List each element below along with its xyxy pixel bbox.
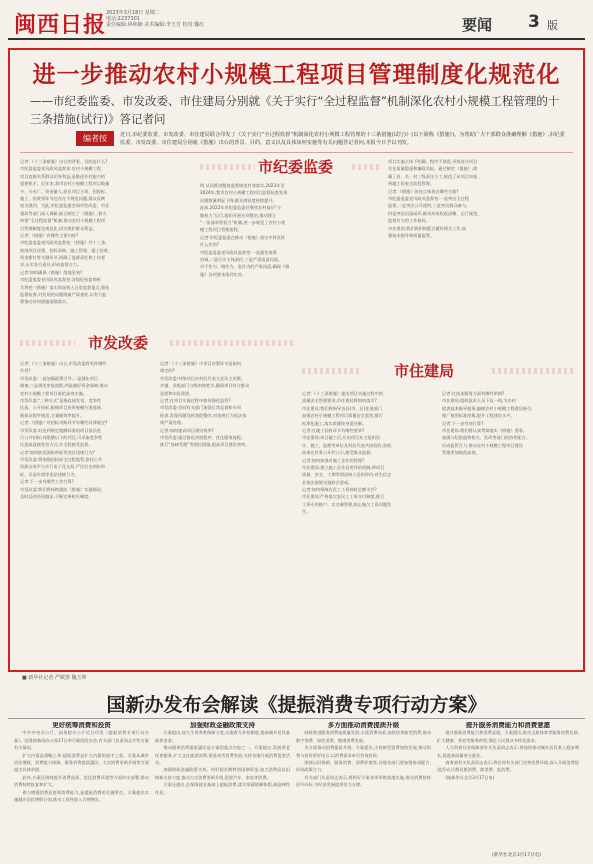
text-line: 提供技术指导服务,编制农村小规模工程建设指引, xyxy=(442,405,533,411)
paragraph: 中共中央办公厅、国务院办公厅近日印发《提振消费专项行动方案》。国务院新闻办公室17日举行新闻发布会,有关部门负责同志介绍方案有关情况。 xyxy=(14,730,149,751)
text-line: 市发改委:“三种方式”是指直接发包、竞争性 xyxy=(20,397,102,403)
subsection-title: 提升服务消费能力和消费意愿 xyxy=(465,722,551,729)
masthead-meta xyxy=(106,10,204,28)
text-line: 项目直接关系群众切身利益,是推进乡村振兴的 xyxy=(20,173,106,179)
text-line: 监督有力的工作格局。 xyxy=(388,218,430,224)
column-lines xyxy=(20,158,192,306)
text-line: 规严肃处理。 xyxy=(160,420,186,426)
text-line: 模工程项目管理流程。 xyxy=(200,227,242,233)
section-title-fagai: 市发改委 xyxy=(88,334,149,352)
column-lines xyxy=(388,158,573,239)
column-lines xyxy=(20,360,154,500)
text-line: 监督,二是突出公开透明,三是突出群众参与, xyxy=(388,203,468,209)
page-number: 3 xyxy=(528,12,540,32)
column-zhujian-top xyxy=(302,332,436,358)
text-line: 资源交易平台实行电子化交易,严厉打击围标串 xyxy=(20,464,106,470)
text-line: 作用? xyxy=(20,368,31,374)
paragraph: 提升服务消费能力和消费意愿。方案提出,推动文旅体育等服务消费发展,扩大健康、养老等服务供给,满足人民群众多样化需求。 xyxy=(437,730,579,743)
text-line: 市发改委:一是加强政策引导,二是强化项目 xyxy=(20,375,99,381)
bottom-col-4 xyxy=(437,722,579,850)
text-line: 业依法依规实施联合惩戒。 xyxy=(302,479,353,485)
column-lines xyxy=(155,729,290,796)
masthead-rule xyxy=(8,38,585,40)
text-line: 市发改委:我们将持续跟踪《措施》实施情况, xyxy=(20,486,103,492)
text-line: 形成监管合力,推动农村小规模工程项目建设 xyxy=(442,442,523,448)
text-line: 记者:在项目实施过程中如何强化监管? xyxy=(160,397,231,403)
text-line: 市发改委:村级项目由村民代表大会民主决策, xyxy=(160,375,243,381)
text-line: 建局等部门深入调研,联合制定了《措施》,着力 xyxy=(20,210,107,216)
text-line: 记者:如何提高项目建设效率? xyxy=(160,427,214,433)
text-line: 管理更加规范高效。 xyxy=(442,450,480,456)
text-line: 质量、安全、工期等情况纳入信用评价,对失信企 xyxy=(302,472,392,478)
text-line: 市住建局:组织技术人员下沉一线,为乡村 xyxy=(442,398,516,404)
page-suffix: 版 xyxy=(547,19,558,32)
bottom-col-1 xyxy=(14,722,149,850)
column-lines xyxy=(200,182,380,278)
text-line: 市发改委:将加强招投标全过程监管,依托公共 xyxy=(20,457,103,463)
paragraph: 人力资源社会保障部有关负责同志表示,将加快推动城乡居民收入稳步增长,促进高质量充分就业。 xyxy=(437,745,579,758)
subsection-title: 加强财政金融政策支持 xyxy=(190,722,255,729)
bottom-col-2 xyxy=(155,722,290,850)
text-line: 行公开招标;对限额以下的项目,可采取竞争性 xyxy=(20,434,103,440)
text-line: 记者:市纪委监委在推动《措施》落实中将发挥 xyxy=(200,234,286,240)
text-line: 比选、公开招标,根据项目投资规模分类选择, xyxy=(20,405,103,411)
paragraph: 有关部门负责同志表示,将抓好方案各项举措落地实施,推动消费持续回升向好,为经济发展提供有力支撑。 xyxy=(296,774,431,788)
text-line: 到竣工验收全流程管理。 xyxy=(388,181,435,187)
text-line: 记者:《十三条措施》出台,市发改委将发挥哪些 xyxy=(20,361,107,366)
text-line: 强技术指导和质量监管。 xyxy=(388,232,435,238)
paragraph: 方案提出,加大生育养育保障力度,实施育儿补贴制度,提高城乡居民基础养老金。 xyxy=(155,730,290,743)
section-header-jiwei xyxy=(200,156,380,182)
paragraph: (据新华社北京3月17日电) xyxy=(445,774,495,780)
text-line: 记者:《措施》对招标采购环节有哪些具体规定? xyxy=(20,420,108,426)
staff-line: 责任编辑:林和楠 美术编辑:李玉芳 校对:魏红 xyxy=(106,22,205,28)
editor-note-text: 近日,市纪委监委、市发改委、市住建局联合印发了《关于实行“全过程监督”机制深化农村小规模工程管理的十三条措施(试行)》(以下简称《措施》)。为帮助广大干部群众准确理解《措施》,市纪委监委、市发改委、市住建局分别就《措施》出台的背景、目的、意义以及具体如何实施等有关问题答记者问,本报今日予以刊发。 xyxy=(120,132,565,146)
text-line: 微权力”运行,组织开展专项整治,推动建立 xyxy=(200,212,277,218)
text-line: 检查,发现问题及时督促整改,对违规行为依法依 xyxy=(160,412,247,418)
editor-line: 电话:2237301 xyxy=(106,16,140,22)
text-line: 记者:如何保障农民工工资按时足额支付? xyxy=(302,487,377,493)
text-line: 市发改委:会同有关部门加强日常巡查和专项 xyxy=(160,405,241,411)
text-line: 推行“容缺受理”等便民措施,提高项目建设效率。 xyxy=(160,442,250,448)
text-line: 项目实施主体不明确、程序不规范,导致部分项目 xyxy=(388,159,478,164)
text-line: 市纪委监委党风政风监督室:《措施》共十三条, xyxy=(20,240,107,246)
newspaper-logo: 闽西日报 xyxy=(14,13,107,38)
section-title-jiwei: 市纪委监委 xyxy=(258,158,334,176)
text-line: 重要抓手。近年来,我市农村小规模工程项目数量 xyxy=(20,181,110,187)
bottom-headline: 国新办发布会解读《提振消费专项行动方案》 xyxy=(106,694,487,716)
column-lines xyxy=(442,390,573,457)
section-header-zhujian xyxy=(302,360,573,386)
text-line: 生。 xyxy=(302,509,311,515)
text-line: 例,从而推进整体监督规范有效落实,2023年至 xyxy=(200,183,285,188)
text-line: 乡镇、县级部门分级审核把关,确保项目符合群众 xyxy=(160,383,250,389)
text-line: 2024年,我市农村小规模工程项目监督检查发现 xyxy=(200,190,288,196)
paragraph: 加强财政金融政策支持。用好超长期特别国债资金,加大消费品以旧换新支持力度,推动大宗消费更新升级,促进汽车、家电等消费。 xyxy=(155,767,290,780)
text-line: 既保证程序规范,又兼顾效率提升。 xyxy=(20,412,85,418)
text-line: 多、分布广、资金量大,但在项目立项、招投标、 xyxy=(20,188,110,194)
paragraph: 扩大内需是战略之举,提振消费是扩大内需的重中之重。方案从城乡居民增收、消费能力保障、服务消费提质惠民、大宗消费更新升级等方面提出具体举措。 xyxy=(14,752,149,773)
bottom-divider xyxy=(8,718,585,719)
column-jiwei-2 xyxy=(200,182,380,322)
text-line: 施》各项要求落到实处。 xyxy=(200,271,247,277)
dateline-note: (新华社北京3月17日电) xyxy=(492,853,542,858)
text-line: 目管理制度化规范化,切实维护群众利益。 xyxy=(20,225,97,231)
text-line: 及时总结经验做法,不断完善相关制度。 xyxy=(20,494,93,500)
text-line: 督推动各项措施落细落实。 xyxy=(20,299,71,305)
text-line: 结果在村务公开栏公示,接受群众监督。 xyxy=(302,450,375,456)
section-title-zhujian: 市住建局 xyxy=(394,362,455,380)
text-line: 记者:在技术服务方面有哪些举措? xyxy=(442,391,505,396)
text-line: 记者:如何加强对施工企业的管理? xyxy=(302,457,365,463)
text-line: 记者:《十三条措施》提出项目实施过程中的 xyxy=(302,391,383,396)
text-line: 工资专用账户、实名制管理,防止拖欠工资问题发 xyxy=(302,501,392,507)
column-jiwei-3 xyxy=(388,158,573,322)
text-line: 关将把《措施》落实情况纳入日常监督重点,强化 xyxy=(20,284,110,290)
text-line: 市住建局:严格落实农民工工资支付制度,推行 xyxy=(302,494,385,500)
text-line: 市纪委监委党风政风监督室:各级纪检监察机 xyxy=(20,277,101,283)
text-line: 市住建局:我们将积极配合做好相关工作,加 xyxy=(388,225,467,231)
paragraph: 推动服务消费提质惠民是方案的重点内容之一。方案提出,发展养老托育服务,扩大文化旅游消费,推进冰雪消费发展,支持各地开展消费促进活动。 xyxy=(155,745,290,766)
text-line: 记者:在竣工验收环节有哪些要求? xyxy=(302,427,365,433)
text-line: 市住建局:我们将认真贯彻落实《措施》要求, xyxy=(442,427,525,433)
column-lines xyxy=(302,390,436,516)
text-line: 市住建局:建立施工企业信用评价机制,将项目 xyxy=(302,464,385,470)
editor-note-badge: 编者按 xyxy=(76,131,114,146)
text-line: 对不作为、慢作为、乱作为的严肃问责,确保《措 xyxy=(200,264,290,270)
paragraph: 多方面推动消费提质升级。方案提出,支持新型消费加快发展,推动消费与投资更好结合,以消费需求牵引有效投资。 xyxy=(296,745,431,758)
text-line: 加强与纪检监察机关、发改等部门的协作配合, xyxy=(442,435,528,441)
text-line: 记者:《十三条措施》中项目决策环节是如何 xyxy=(160,361,241,366)
text-line: 规定的? xyxy=(160,368,175,374)
text-line: 什么作用? xyxy=(200,242,219,248)
paragraph: 围绕以旧换新、服务消费、消费环境等,各地各部门要加强协同配合,形成政策合力。 xyxy=(296,760,431,773)
text-line: 施工、验收等环节还存在不规范问题,群众反映 xyxy=(20,195,106,201)
text-line: 记者:《措施》有哪些主要内容? xyxy=(20,232,79,238)
byline: ■ 新华社记者 严赋憬 魏玉坤 xyxy=(22,675,87,681)
text-line: 市纪委监委党风政风监督室:农村小规模工程 xyxy=(20,166,101,172)
text-line: 记者:《措施》的亮点体现在哪些方面? xyxy=(388,188,459,194)
text-line: “一张清单管权力”机制,进一步规范了农村小规 xyxy=(200,219,286,225)
text-line: 存在质量隐患和廉政风险。通过制定《措施》,明 xyxy=(388,166,478,172)
date-line: 2023年3月18日 星期二 xyxy=(106,10,160,16)
column-fagai-1 xyxy=(20,360,154,666)
text-line: 记者:如何防范围标串标等违法违规行为? xyxy=(20,449,95,455)
column-lines xyxy=(14,729,149,803)
bottom-col-3 xyxy=(296,722,431,850)
text-line: 记者:《十三条措施》出台的背景、目的是什么? xyxy=(20,159,108,164)
text-line: 围绕项目决策、招标采购、施工管理、竣工验收、 xyxy=(20,247,113,253)
text-line: 市纪委监委党风政风监督室:一是强化统筹 xyxy=(200,249,277,255)
text-line: 确了县、乡、村三级责任分工,规范了从项目申报 xyxy=(388,173,478,179)
text-line: 市住建局:我们将指导各县(市、区)住建部门 xyxy=(302,405,383,411)
text-line: 协调,二是压实主体责任,三是严肃追责问责, xyxy=(200,256,280,262)
text-line: 意愿和实际需要。 xyxy=(160,390,194,396)
text-line: 监督检查,对发现的问题线索严肃查处,以有力监 xyxy=(20,292,107,298)
text-line: 市纪委监委党风政风监督室:一是突出全过程 xyxy=(388,195,469,201)
text-line: 资金拨付等关键环节,明确了监督责任和工作要 xyxy=(20,255,106,261)
text-line: 比选或直接发包方式,并全程接受监督。 xyxy=(20,442,93,448)
section-tag: 要闻 xyxy=(462,16,493,34)
text-line: 问题数量明显下降,群众满意度持续提升。 xyxy=(200,197,277,203)
paragraph: 此外,方案还围绕提升消费品质、优化消费环境等方面作出部署,推动消费持续恢复和扩大。 xyxy=(14,774,149,788)
text-line: 构建“全过程监督”机制,推动农村小规模工程项 xyxy=(20,218,106,224)
text-line: 储备,三是规范审批流程,四是做好资金保障,推动 xyxy=(20,383,108,389)
paragraph: 同时推进服务消费高质量发展,丰富消费场景,加快培育新型消费,推动数字消费、绿色消费、健康消费发展。 xyxy=(296,730,431,743)
text-line: 记者:下一步有何打算? xyxy=(442,420,484,426)
article-subhead: ——市纪委监委、市发改委、市住建局分别就《关于实行“全过程监督”机制深化农村小规模工程管理的十三条措施(试行)》答记者问 xyxy=(30,94,560,126)
subsection-title: 多方面推动消费提质升级 xyxy=(327,722,400,729)
text-line: 推广使用标准图集,提升工程建设水平。 xyxy=(442,413,515,419)
text-line: 此前,2022年市纪委监委还聚焦农村基层“小 xyxy=(200,205,282,211)
text-line: 标、弄虚作假等违法违规行为。 xyxy=(20,471,79,477)
text-line: 加强农村小规模工程项目质量安全监管,推行 xyxy=(302,413,383,419)
column-zhujian-2 xyxy=(442,390,573,666)
paragraph: 方案还提出,在保障就业基础上提振消费,落实带薪错峰休假,鼓励弹性作息。 xyxy=(155,782,290,795)
column-zhujian-1 xyxy=(302,390,436,666)
column-fagai-2 xyxy=(160,360,294,666)
text-line: 记者:下一步有哪些工作打算? xyxy=(20,479,74,485)
text-line: 农村小规模工程项目规范高效实施。 xyxy=(20,390,88,396)
article-headline: 进一步推动农村小规模工程项目管理制度化规范化 xyxy=(32,62,561,88)
text-line: 计、施工、监理等单位及村民代表共同验收,验收 xyxy=(302,442,392,448)
text-line: 标准化施工,落实质量终身责任制。 xyxy=(302,420,367,426)
subsection-title: 更好统筹消费和投资 xyxy=(52,722,111,729)
lead-divider xyxy=(20,152,573,153)
section-header-fagai xyxy=(20,332,294,358)
paragraph: 商务部有关负责同志表示,将会同有关部门完善消费环境,深入开展消费促进活动,让群众愿消费、敢消费、能消费。 xyxy=(437,760,579,773)
text-line: 市发改委:对达到规定限额标准的项目依法进 xyxy=(20,427,101,433)
column-lines xyxy=(296,729,431,788)
text-line: 四是突出问责闭环,推动形成权责清晰、运行规范、 xyxy=(388,210,482,216)
text-line: 市住建局:项目竣工后,应由项目业主组织设 xyxy=(302,435,381,441)
paragraph: 着力增强消费意愿和消费能力,是提振消费的关键所在。方案提出实施城乡居民增收计划,推动工资性收入合理增长。 xyxy=(14,789,149,803)
column-lines xyxy=(160,360,294,449)
text-line: 求,压实各方责任,形成监督合力。 xyxy=(20,262,82,268)
column-jiwei-1 xyxy=(20,158,192,322)
text-line: 较为强烈。为此,市纪委监委会同市发改委、市住 xyxy=(20,203,110,209)
text-line: 市发改委:通过简化审批程序、优化服务流程, xyxy=(160,434,243,440)
column-lines xyxy=(437,729,579,781)
text-line: 质量安全管理要求,市住建局将如何落实? xyxy=(302,398,377,404)
text-line: 记者:如何确保《措施》落地见效? xyxy=(20,269,83,275)
